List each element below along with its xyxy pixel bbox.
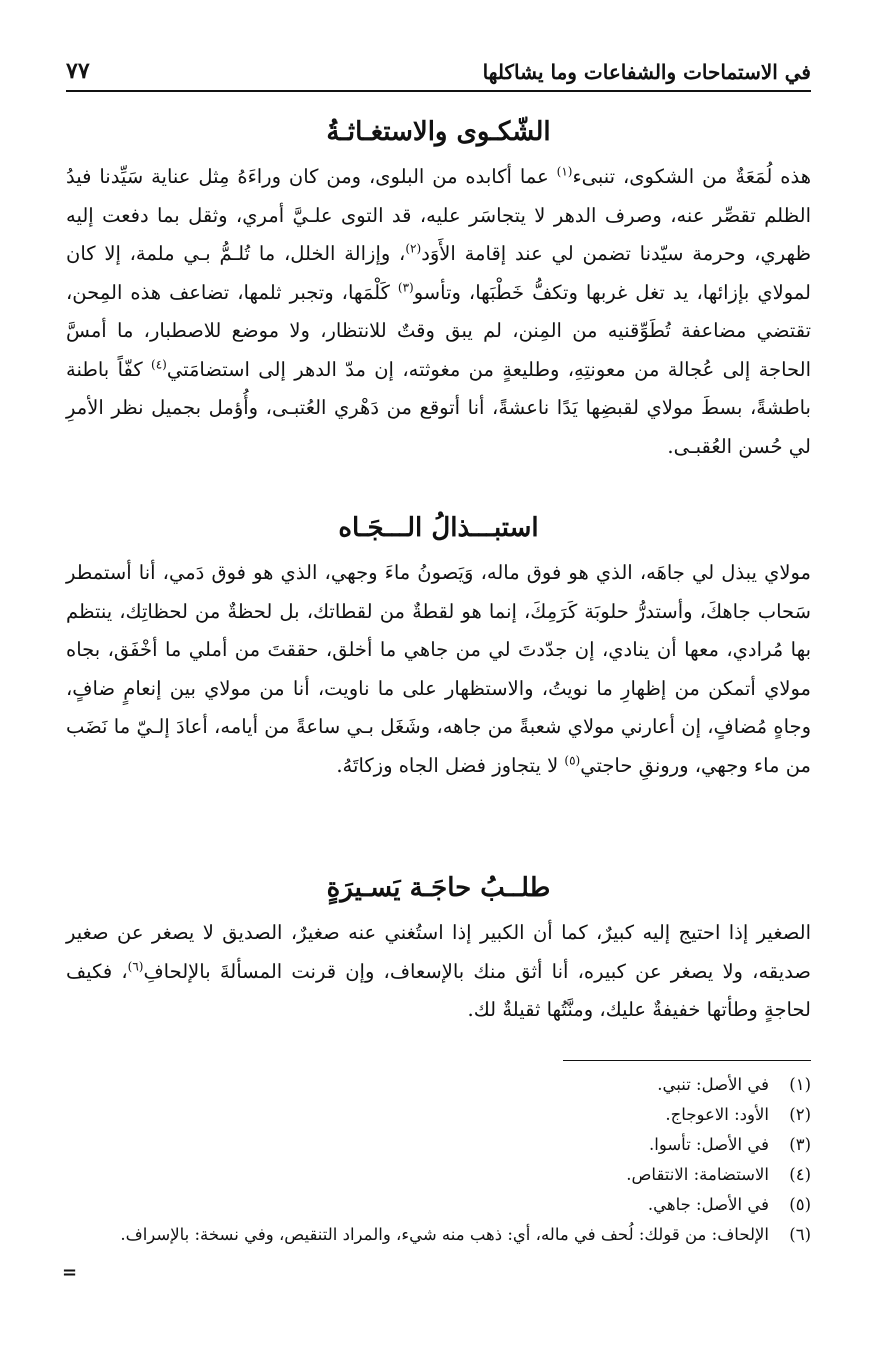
section-seeking-influence [66, 508, 811, 785]
section-paragraph [66, 914, 811, 1030]
footnote-text: في الأصل: تأسوا. [649, 1135, 769, 1154]
text-run: كَلْمَها، وتجبر ثلمها، تضاعف هذه المِحن، تقتضي مضاعفة تُطَوِّقنيه من المِنن، لم يبق وقتٌ للانتظار، ولا موضع للاصطبار، ما أمسَّ الحاجة إلى عُجالة من معونتِهِ، وطليعةٍ من مغوثته، إن مدّ الدهر إلى استضامَتي [66, 280, 811, 381]
footnote-ref[interactable]: (٦) [127, 959, 144, 973]
footnote-divider [563, 1060, 811, 1061]
footnote-number: (٦) [789, 1225, 811, 1244]
footnote-ref[interactable]: (٣) [397, 280, 414, 294]
text-run: ، فكيف لحاجةٍ وطأتها خفيفةٌ عليك، ومنَّتُها ثقيلةٌ لك. [66, 959, 811, 1021]
continuation-mark: = [62, 1262, 78, 1283]
section-paragraph [66, 158, 811, 466]
footnote-text: الاستضامة: الانتقاص. [626, 1165, 769, 1184]
footnote-number: (٤) [789, 1165, 811, 1184]
footnote-number: (٢) [789, 1105, 811, 1124]
footnote-text: الإلحاف: من قولك: لُحف في ماله، أي: ذهب منه شيء، والمراد التنقيص، وفي نسخة: بالإسراف. [120, 1225, 769, 1244]
footnote-item [66, 1160, 811, 1190]
footnote-item [66, 1130, 811, 1160]
text-run: مولاي يبذل لي جاهَه، الذي هو فوق ماله، وَيَصونُ ماءَ وجهي، الذي هو فوق دَمي، أنا أستمطر سَحاب جاهكَ، وأستدرُّ حلوبَة كَرَمِكَ، إنما هو لقطةٌ من لقطاتك، بل لحظةٌ من لحظاتِك، ينتظم بها مُرادي، معها أن ينادي، إن جدّدتَ لي من جاهي ما أخلق، حققتَ من أملي ما أخْفَق، بجاه مولاي أتمكن من إظهارِ ما نويتُ، والاستظهار على ما ناويت، أنا من مولاي بين إنعامٍ ضافٍ، وجاهٍ مُضافٍ، إن أعارني مولاي شعبةً من جاهه، وشَغَل بـي ساعةً من أيامه، أعادَ إلـيّ ما نَضَب من ماء وجهي، ورونقِ حاجتي [66, 561, 811, 777]
section-title: طلــبُ حاجَـة يَسـيرَةٍ [326, 873, 551, 903]
text-run: لا يتجاوز فضل الجاه وزكاتَهُ. [336, 753, 565, 777]
footnote-number: (١) [789, 1075, 811, 1094]
footnote-text: الأود: الاعوجاج. [665, 1105, 769, 1124]
footnote-number: (٥) [789, 1195, 811, 1214]
page-number: ٧٧ [66, 58, 90, 84]
footnote-ref[interactable]: (١) [556, 164, 573, 179]
section-title: الشّكـوى والاستغـاثـةُ [326, 117, 551, 147]
text-run: الصغير إذا احتيج إليه كبيرٌ، كما أن الكبير إذا استُغني عنه صغيرٌ، الصديق لا يصغر عن صغير صديقه، ولا يصغر عن كبيره، أنا أثق منك بالإسعاف، وإن قرنت المسألةَ بالإلحافِ [66, 921, 811, 983]
section-complaint [66, 112, 811, 466]
footnote-ref[interactable]: (٤) [151, 357, 167, 371]
running-title: في الاستماحات والشفاعات وما يشاكلها [482, 60, 811, 84]
text-run: كفّاً باطنة باطشةً، بسطَ مولاي لقبضِها يَدًا ناعشةً، أنا أتوقع من دَهْري العُتبـى، وأُؤمل بجميل نظر الأمرِ لي حُسن العُقبـى. [66, 357, 811, 458]
text-run: عما أكابده من البلوى، ومن كان وراءَهُ مِثل عناية سَيِّدنا فيدُ الظلم تقصِّر عنه، وصرف الدهر لا يتجاسَر عليه، قد التوى علـيَّ أمري، وثقل بما دفعت إليه ظهري، وحرمة سيّدنا تضمن لي عند إقامة الأَوَد [66, 165, 811, 265]
running-header [66, 52, 811, 92]
section-paragraph [66, 554, 811, 785]
footnote-number: (٣) [789, 1135, 811, 1154]
footnote-item [66, 1220, 811, 1250]
footnote-item [66, 1070, 811, 1100]
footnote-item [66, 1190, 811, 1220]
footnote-text: في الأصل: تنبي. [657, 1075, 769, 1094]
footnotes-list [66, 1070, 811, 1250]
footnote-text: في الأصل: جاهي. [647, 1195, 769, 1214]
text-run: ، وإزالة الخلل، ما تُلـمُّ بـي ملمة، إلا كان لمولاي بإزائها، يد تغل غربها وتكفُّ خَطْبَها، وتأسو [66, 242, 812, 304]
footnote-ref[interactable]: (٥) [564, 753, 581, 767]
section-small-request [66, 868, 811, 1030]
footnote-ref[interactable]: (٢) [405, 241, 422, 256]
text-run: هذه لُمَعَةٌ من الشكوى، تنبىء [572, 165, 811, 188]
footnote-item [66, 1100, 811, 1130]
section-title: استبـــذالُ الـــجَـاه [338, 513, 539, 543]
